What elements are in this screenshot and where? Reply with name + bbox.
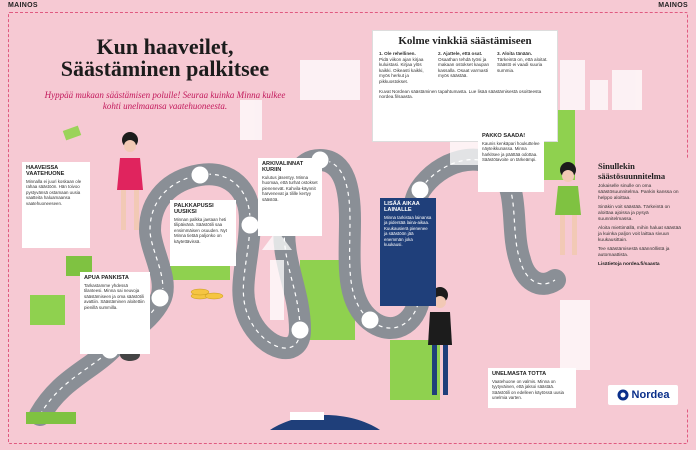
step-text: Vaatehuone on valmis. Minna on tyytyväinen, että jaksoi säästää. Säästötili on edelleen käytössä uusia unelmia varten. [492, 379, 565, 401]
nordea-logo-icon [617, 389, 629, 401]
tip-3-text: Tärkeintä on, että aloitat. Säästö ei vaadi suuria summia. [497, 56, 548, 73]
step-circle [291, 321, 309, 339]
sidebar-link[interactable]: Lisätietoja nordea.fi/saasta [598, 262, 660, 267]
step-text: Kulutus jäsentyy. Minna huomaa, että turhat ostokset pienenevät. Kahvila-käynnit harvenevat ja tilille kertyy säästöä. [262, 175, 318, 202]
step-circle [361, 311, 379, 329]
step-text: Minnalla ei juuri koskaan ole rahaa säästöön. Hän toivoo pystyvänsä ostamaan uusia vaatteita haluamaansa vaatehuoneeseen. [26, 179, 82, 206]
tip-1-title: 1. Ole rehellinen. [379, 51, 416, 56]
grass-patch [30, 295, 65, 325]
sidebar-title: Sinullekin säästösuunnitelma [598, 161, 666, 181]
tip-3-title: 3. Aloita tänään. [497, 51, 533, 56]
headline-line-2: Säästäminen palkitsee [60, 56, 270, 81]
tips-box [372, 30, 558, 142]
tip-1-text: Pidä viikon ajan kirjaa kuluistasi. Kirjaa ylös kaikki. Oikeasti kaikki, myös herkut ja pikkuostokset. [379, 56, 424, 84]
step-title: PALKKAPUSSI UUSIKSI [174, 203, 214, 215]
sidebar-paragraph: Sinäkin voit säästää. Tärkeintä on aloittaa ajoissa ja pysyä suunnitelmassa. [598, 205, 670, 222]
step-title: PAKKO SAADA! [482, 133, 526, 139]
step-unelmasta [488, 368, 576, 408]
sidebar-paragraph: Tee säästämisestä säännöllistä ja automaattista. [598, 247, 670, 258]
step-lisaa-aikaa [380, 198, 436, 306]
step-text: Minna tarkistaa lainansa ja pidentää laina-aikaa. Kuukausierä pienenee ja säästöön jää enemmän joka kuukausi. [384, 215, 432, 248]
water [270, 415, 380, 430]
step-apua [80, 272, 150, 354]
step-circle [191, 166, 209, 184]
step-title: ARKIVALINNAT KURIIN [262, 161, 304, 173]
step-title: UNELMASTA TOTTA [492, 371, 547, 377]
tip-2-text: Osaathan tehdä työsi ja makaan ostokset kaupan kassalla. Osaat varmasti myös säästää. [438, 56, 490, 79]
brand-name: Nordea [631, 389, 670, 401]
subheadline: Hyppää mukaan säästämisen polulle! Seuraa kuinka Minna kulkee kohti unelmaansa vaatehuoneesta. [44, 90, 286, 111]
ad-label-left: MAINOS [8, 2, 38, 9]
sidebar-paragraph: Jokaiselle sinulle on oma säästösuunnitelma. Pankin kanssa on helppo aloittaa. [598, 184, 679, 201]
step-circle [241, 216, 259, 234]
tips-title: Kolme vinkkiä säästämiseen [398, 35, 532, 47]
step-title: HAAVEISSA VAATEHUONE [26, 165, 65, 177]
tip-2 [438, 51, 492, 85]
step-pakko-saada [478, 130, 544, 192]
tip-2-title: 2. Ajattele, että osat. [438, 51, 483, 56]
step-arkivalinnat [258, 158, 322, 236]
sidebar-paragraph: Aloita miettimällä, mihin haluat säästää ja kuinka paljon voit laittaa sivuun kuukausittain. [598, 226, 681, 243]
tram [26, 412, 76, 424]
step-text: Minnan palkka jaetaan heti tilipäivänä. Säästötili saa ensimmäisen osuuden. Nyt Minna tietää paljonko on käytettävissä. [174, 217, 227, 244]
step-palkkapussi [170, 200, 236, 266]
nordea-logo [608, 385, 678, 405]
tip-3 [497, 51, 551, 85]
step-circle [411, 181, 429, 199]
step-title: APUA PANKISTA [84, 275, 129, 281]
step-circle [151, 289, 169, 307]
tips-footer: Kuvat Nordean säästäminen tapahtumasta. Lue lisää säästämisestä osoitteesta nordea.fi/saasta. [379, 88, 542, 100]
tip-1 [379, 51, 433, 85]
step-haaveissa [22, 162, 90, 248]
money-bill [63, 126, 81, 141]
ferry [290, 412, 324, 420]
headline-line-1: Kun haaveilet, [96, 34, 234, 59]
ad-label-right: MAINOS [658, 2, 688, 9]
step-text: Tarkastamme yhdessä tilanteesi. Minna sai neuvoja säästämiseen ja oma säästötili avattiin. Säästäminen aloitettiin pienillä summilla. [84, 283, 145, 310]
headline [60, 36, 270, 80]
sidebar [594, 158, 688, 408]
step-title: LISÄÄ AIKAA LAINALLE [384, 201, 420, 213]
step-text: Kaunis kenkäpari houkuttelee näyteikkunassa. Minna harkitsee ja päättää odottaa. Säästötavoite on tärkeämpi. [482, 141, 540, 163]
